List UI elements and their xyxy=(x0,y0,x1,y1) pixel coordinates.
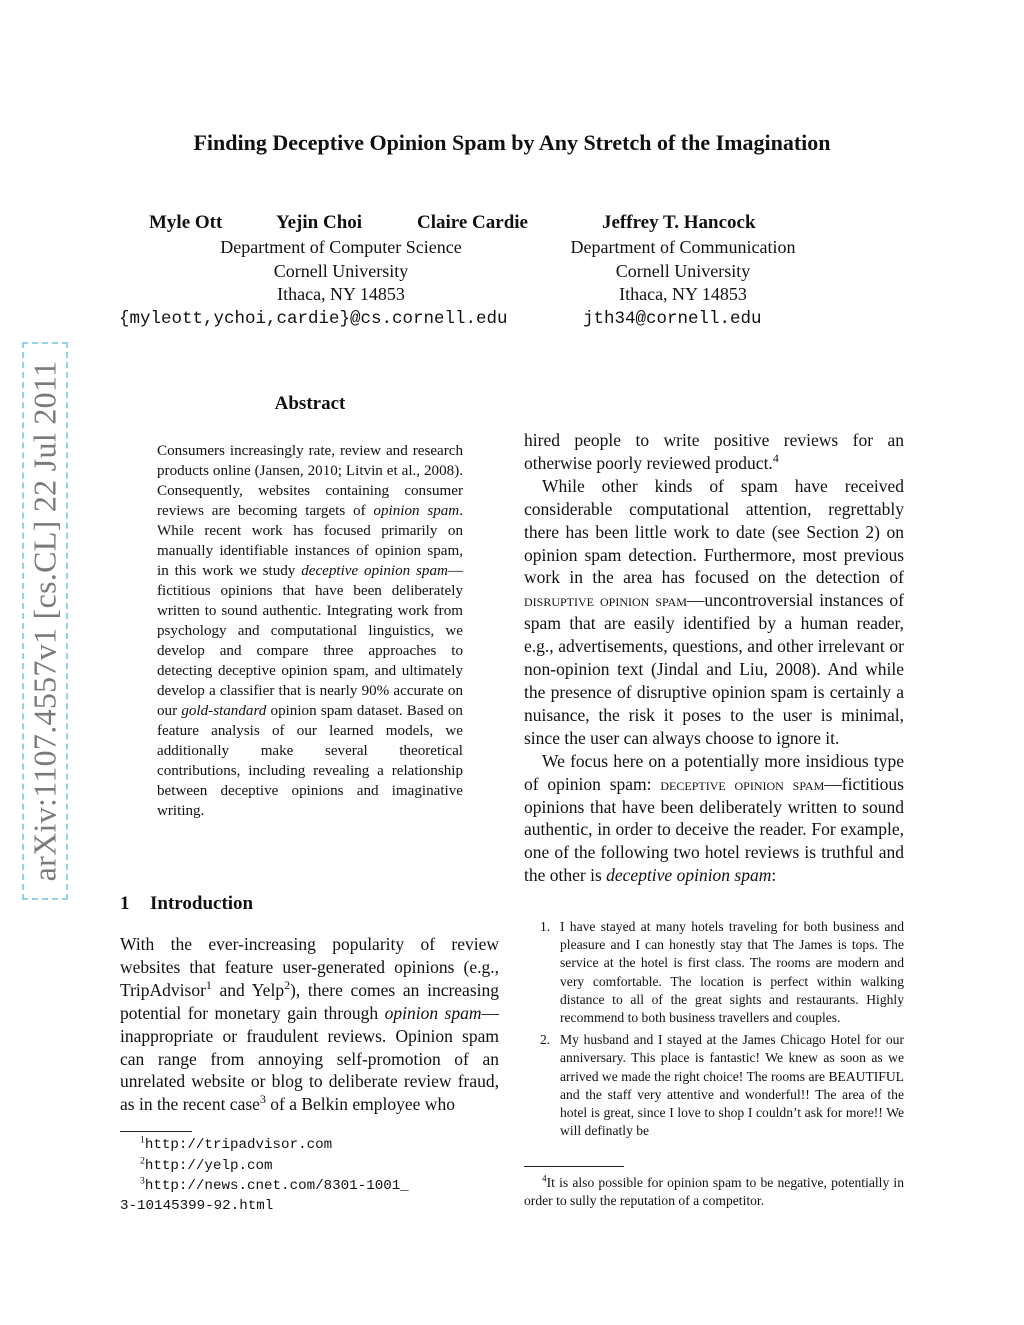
review-list xyxy=(524,918,904,1144)
footnote-item: $^2$http://yelp.com xyxy=(140,1154,273,1174)
list-item xyxy=(524,918,904,1027)
footnote-item: $^3$http://news.cnet.com/8301-1001_ xyxy=(140,1175,409,1194)
footnote-ref[interactable]: 3 xyxy=(259,1092,266,1107)
affiliation-department: Department of Communication xyxy=(570,237,796,257)
author-email[interactable]: {myleott,ychoi,cardie}@cs.cornell.edu xyxy=(119,309,508,329)
author-name: Jeffrey T. Hancock xyxy=(602,212,756,233)
footnote-item: $^1$http://tripadvisor.com xyxy=(140,1134,333,1153)
footnote-link[interactable]: http://news.cnet.com/8301-1001_ xyxy=(144,1178,409,1194)
right-column xyxy=(524,429,904,887)
abstract-heading: Abstract xyxy=(274,393,346,414)
paragraph: We focus here on a potentially more insidious type of opinion spam: deceptive opinion spam—fictitious opinions that have been deliberately written to sound authentic, in order to deceive the reader. For example, one of the following two hotel reviews is truthful and the other is deceptive opinion spam: xyxy=(524,750,904,886)
footnote-ref[interactable]: 2 xyxy=(284,977,291,992)
author-name: Myle Ott xyxy=(149,212,223,233)
affiliation-department: Department of Computer Science xyxy=(220,237,462,257)
arxiv-identifier: arXiv:1107.4557v1 [cs.CL] 22 Jul 2011 xyxy=(26,360,63,882)
footnote-link-continuation[interactable]: 3-10145399-92.html xyxy=(120,1197,274,1214)
author-name: Claire Cardie xyxy=(417,212,528,233)
introduction-paragraph: With the ever-increasing popularity of review websites that feature user-generated opinions (e.g., TripAdvisor$^1$ and Yelp$^2$), there comes an increasing potential for monetary gain through opinion spam—inappropriate or fraudulent reviews. Opinion spam can range from annoying self-promotion of an unrelated website or blog to deliberate review fraud, as in the recent case$^3$ of a Belkin employee who xyxy=(120,934,499,1115)
list-item xyxy=(524,1031,904,1140)
list-number: 1. xyxy=(540,919,551,934)
review-text: My husband and I stayed at the James Chicago Hotel for our anniversary. This place is fantastic! We knew as soon as we arrived we made the right choice! The rooms are BEAUTIFUL and the staff very attentive and wonderful!! The area of the hotel is great, since I love to shop I couldn’t ask for more!! We will definatly be xyxy=(560,1032,904,1139)
footnote-ref[interactable]: 1 xyxy=(205,977,212,992)
review-text: I have stayed at many hotels traveling for both business and pleasure and I can honestly stay that The James is tops. The service at the hotel is first class. The rooms are modern and very comfortable. The location is perfect within walking distance to all of the great sights and restaurants. Highly recommend to both business travellers and couples. xyxy=(560,919,904,1026)
affiliation-block xyxy=(503,236,863,307)
footnote-link[interactable]: http://yelp.com xyxy=(144,1157,273,1174)
affiliation-city: Ithaca, NY 14853 xyxy=(277,284,405,304)
affiliation-block xyxy=(161,236,521,307)
section-heading xyxy=(120,893,253,915)
affiliation-city: Ithaca, NY 14853 xyxy=(619,284,747,304)
footnote-link[interactable]: http://tripadvisor.com xyxy=(144,1137,333,1153)
author-email[interactable]: jth34@cornell.edu xyxy=(583,309,762,329)
footnotes-left xyxy=(120,1135,500,1216)
affiliation-university: Cornell University xyxy=(615,260,751,281)
paragraph: hired people to write positive reviews for an otherwise poorly reviewed product.$^4$ xyxy=(524,430,904,473)
author-name: Yejin Choi xyxy=(276,212,363,233)
arxiv-stamp xyxy=(22,342,68,900)
footnote-divider xyxy=(524,1166,624,1167)
footnote-ref[interactable]: 4 xyxy=(772,451,779,466)
footnote-divider xyxy=(120,1131,192,1132)
footnote-right: $^4$It is also possible for opinion spam to be negative, potentially in order to sully the reputation of a competitor. xyxy=(524,1173,904,1208)
list-number: 2. xyxy=(540,1032,551,1048)
abstract-body: Consumers increasingly rate, review and research products online (Jansen, 2010; Litvin et al., 2008). Consequently, websites containing consumer reviews are becoming targets of opinion spam. While recent work has focused primarily on manually identifiable instances of opinion spam, in this work we study deceptive opinion spam—fictitious opinions that have been deliberately written to sound authentic. Integrating work from psychology and computational linguistics, we develop and compare three approaches to detecting deceptive opinion spam, and ultimately develop a classifier that is nearly 90% accurate on our gold-standard opinion spam dataset. Based on feature analysis of our learned models, we additionally make several theoretical contributions, including revealing a relationship between deceptive opinions and imaginative writing. xyxy=(157,443,463,819)
section-number: 1 xyxy=(120,893,130,914)
paragraph: While other kinds of spam have received considerable computational attention, regrettably there has been little work to date (see Section 2) on opinion spam detection. Furthermore, most previous work in the area has focused on the detection of disruptive opinion spam—uncontroversial instances of spam that are easily identified by a human reader, e.g., advertisements, questions, and other irrelevant or non-opinion text (Jindal and Liu, 2008). And while the presence of disruptive opinion spam is certainly a nuisance, the risk it poses to the user is minimal, since the user can always choose to ignore it. xyxy=(524,475,904,748)
section-title: Introduction xyxy=(150,893,254,914)
affiliation-university: Cornell University xyxy=(273,260,409,281)
paper-title: Finding Deceptive Opinion Spam by Any Stretch of the Imagination xyxy=(193,130,831,155)
